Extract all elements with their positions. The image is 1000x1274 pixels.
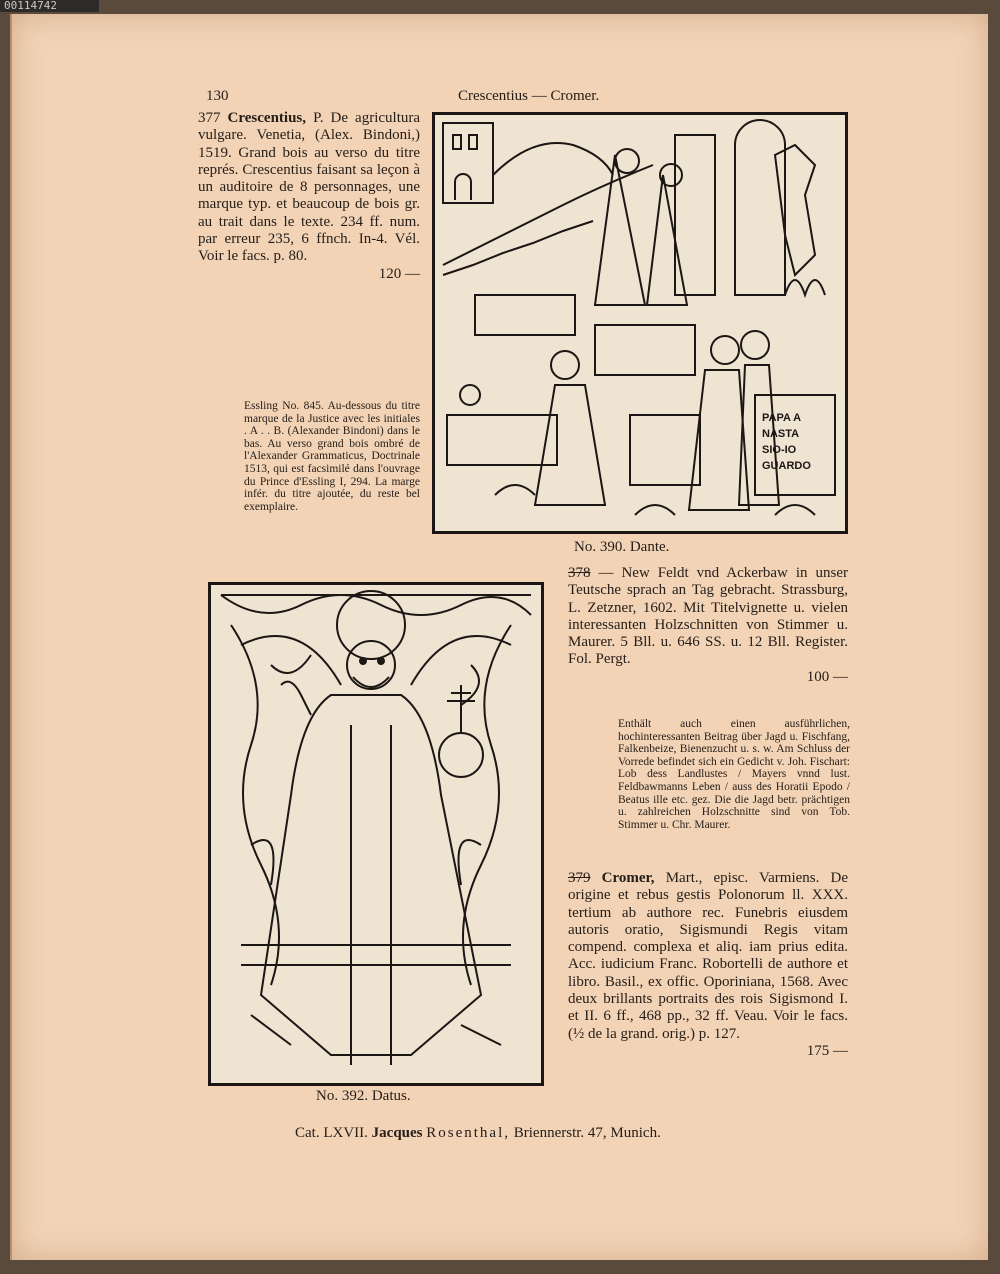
entry-text: Mart., episc. Varmiens. De origine et rebus gestis Polonorum ll. XXX. tertium ab authore rec. Funebris eiusdem autoris oratio, Sigismundi Regis vitam compend. complexa et aliq. iam prius edita. Acc. iudicium Franc. Robortelli de authore et libro. Basil., ex offic. Oporiniana, 1568. Avec deux brillants portraits des rois Sigismond I. et II. 6 ff., 468 pp., 32 ff. Veau. Voir le facs. (½ de la grand. orig.) p. 127. [568,870,849,1042]
publisher-first-name: Jacques [371,1125,423,1141]
entry-378 [568,565,848,686]
publisher-address: Briennerstr. 47, Munich. [513,1125,661,1141]
entry-price: 120 — [378,265,420,282]
entry-377 [198,110,420,283]
inscription-line-1: PAPA A [762,412,802,424]
entry-text: P. De agricultura vulgare. Venetia, (Alex. Bindoni,) 1519. Grand bois au verso du titre représ. Crescentius faisant sa leçon à un auditoire de 8 personnages, une marque typ. et beaucoup de bois gr. au trait dans le texte. 234 ff. num. par erreur 235, 6 ffnch. In-4. Vél. Voir le facs. p. 80. [198,110,421,265]
entry-price: 175 — [806,1042,848,1059]
entry-price: 100 — [806,668,848,685]
datus-woodcut-illustration [211,585,541,1083]
inscription-line-3: SIO-IO [762,444,797,456]
entry-377-note: Essling No. 845. Au-dessous du titre marque de la Justice avec les initiales . A . . B. (Alexander Bindoni) dans le bas. Au verso grand bois ombré de l'Alexander Grammaticus, Doctrinale 1513, qui est facsimilé dans l'ouvrage du Prince d'Essling I, 294. La marge infér. du titre ajoutée, du reste bel exemplaire. [244,400,420,513]
inscription-line-4: GUARDO [762,460,811,472]
entry-number: 379 [568,870,591,886]
entry-number: 378 [568,565,591,581]
dante-woodcut-illustration [435,115,845,531]
catalog-footer [295,1125,661,1142]
running-head: Crescentius — Cromer. [458,88,600,104]
figure-392-caption: No. 392. Datus. [316,1088,411,1104]
page-number: 130 [206,88,229,104]
entry-author: Cromer, [601,870,655,886]
entry-author: Crescentius, [227,110,307,126]
catalog-page [10,14,988,1260]
entry-378-note: Enthält auch einen ausführlichen, hochinteressanten Beitrag über Jagd u. Fischfang, Falkenbeize, Bienenzucht u. s. w. Am Schluss der Vorrede befindet sich ein Gedicht v. Joh. Fischart: Lob dess Landlustes / Mayers vnnd lust. Feldbawmanns Leben / auss des Horatii Epodo / Beatus ille etc. gez. Die die Jagd betr. prächtigen u. zahlreichen Holzschnitte sind von Tob. Stimmer u. Chr. Maurer. [618,718,850,831]
entry-379 [568,870,848,1060]
catalog-number: Cat. LXVII. [295,1125,368,1141]
figure-390-woodcut [432,112,848,534]
entry-number: 377 [198,110,221,126]
publisher-last-name: Rosenthal, [426,1125,510,1141]
figure-390-caption: No. 390. Dante. [574,539,670,555]
entry-text: — New Feldt vnd Ackerbaw in unser Teutsche sprach an Tag gebracht. Strassburg, L. Zetzner, 1602. Mit Titelvignette u. vielen interessanten Holzschnitten von Stimmer u. Maurer. 5 Bll. u. 646 SS. u. 12 Bll. Register. Fol. Pergt. [568,565,848,668]
inscription-line-2: NASTA [762,428,800,440]
figure-392-woodcut [208,582,544,1086]
scan-id-label: 00114742 [0,0,99,12]
